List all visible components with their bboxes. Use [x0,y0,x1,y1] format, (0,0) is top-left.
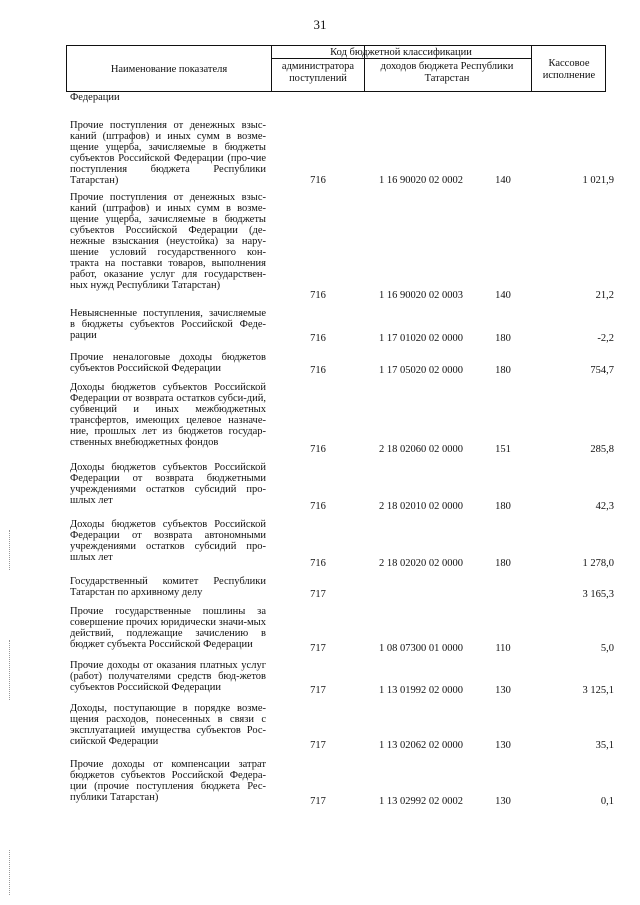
row-name: Прочие поступления от денежных взыс-каний (штрафов) и иных сумм в возме-щение ущерба, зачисляемые в бюджеты субъектов Российской Федерации (де-нежные взыскания (неустойка) за нару-шение условий государственного кон-тракта на поставки товаров, выполнения работ, оказание услуг для государствен-ных нужд Республики Татарстан) [70,192,266,291]
row-name: Прочие поступления от денежных взыс-каний (штрафов) и иных сумм в возме-щение ущерба, зачисляемые в бюджеты субъектов Российской Федерации (про-чие поступления бюджета Республики Татарстан) [70,120,266,186]
row-subtype: 140 [495,175,511,186]
row-amount: 42,3 [595,501,614,512]
row-income-code: 1 08 07300 01 0000 [379,643,463,654]
table-row [0,120,640,186]
row-admin: 716 [310,501,326,512]
header-budget-code: Код бюджетной классификации [330,47,472,58]
row-name: Доходы бюджетов субъектов Российской Федерации от возврата остатков субси-дий, субвенций и иных межбюджетных трансфертов, имеющих целевое назначе-ние, прошлых лет из бюджетов государ-ственных внебюджетных фондов [70,382,266,448]
row-admin: 717 [310,643,326,654]
header-admin: администратора поступлений [281,61,355,84]
row-income-code: 1 13 01992 02 0000 [379,685,463,696]
row-income-code: 1 13 02062 02 0000 [379,740,463,751]
row-admin: 716 [310,175,326,186]
row-admin: 716 [310,365,326,376]
row-name: Прочие неналоговые доходы бюджетов субъектов Российской Федерации [70,352,266,374]
row-subtype: 130 [495,740,511,751]
row-income-code: 1 16 90020 02 0002 [379,175,463,186]
row-name: Доходы бюджетов субъектов Российской Федерации от возврата бюджетными учреждениями остатков субсидий про-шлых лет [70,462,266,506]
table-row [0,519,640,569]
row-name: Доходы бюджетов субъектов Российской Федерации от возврата автономными учреждениями остатков субсидий про-шлых лет [70,519,266,563]
row-subtype: 180 [495,365,511,376]
row-name: Прочие доходы от оказания платных услуг (работ) получателями средств бюд-жетов субъектов Российской Федерации [70,660,266,693]
row-amount: 3 165,3 [582,589,614,600]
row-name: Прочие доходы от компенсации затрат бюджетов субъектов Российской Федера-ции (прочие поступления бюджета Рес-публики Татарстан) [70,759,266,803]
row-amount: -2,2 [597,333,614,344]
row-subtype: 110 [495,643,511,654]
row-income-code: 2 18 02010 02 0000 [379,501,463,512]
row-amount: 285,8 [590,444,614,455]
table-row [0,92,640,103]
row-admin: 717 [310,685,326,696]
table-row [0,606,640,654]
row-income-code: 1 17 05020 02 0000 [379,365,463,376]
row-amount: 21,2 [595,290,614,301]
row-subtype: 130 [495,796,511,807]
row-admin: 716 [310,290,326,301]
row-name: Доходы, поступающие в порядке возме-щения расходов, понесенных в связи с эксплуатацией имущества субъектов Рос-сийской Федерации [70,703,266,747]
binding-holes [9,530,12,570]
row-income-code: 2 18 02020 02 0000 [379,558,463,569]
header-indicator: Наименование показателя [110,64,228,75]
table-row [0,660,640,696]
table-row [0,462,640,512]
table-row [0,352,640,376]
row-subtype: 151 [495,444,511,455]
table-row [0,703,640,751]
row-amount: 35,1 [595,740,614,751]
row-amount: 0,1 [600,796,614,807]
row-subtype: 180 [495,501,511,512]
binding-holes [9,850,12,895]
row-admin: 716 [310,444,326,455]
table-header [66,45,606,92]
table-row [0,382,640,455]
row-subtype: 180 [495,333,511,344]
row-admin: 716 [310,558,326,569]
row-income-code: 1 17 01020 02 0000 [379,333,463,344]
table-row [0,308,640,344]
row-admin: 717 [310,740,326,751]
row-name: Государственный комитет Республики Татарстан по архивному делу [70,576,266,598]
row-subtype: 130 [495,685,511,696]
row-name: Федерации [70,92,120,103]
row-amount: 5,0 [600,643,614,654]
row-name: Невыясненные поступления, зачисляемые в бюджеты субъектов Российской Феде-рации [70,308,266,341]
row-amount: 3 125,1 [582,685,614,696]
row-income-code: 1 16 90020 02 0003 [379,290,463,301]
row-subtype: 140 [495,290,511,301]
row-admin: 717 [310,796,326,807]
page-number: 31 [313,17,327,32]
table-row [0,576,640,600]
row-amount: 1 021,9 [582,175,614,186]
row-subtype: 180 [495,558,511,569]
row-amount: 1 278,0 [582,558,614,569]
table-row [0,759,640,807]
table-row [0,192,640,301]
row-admin: 717 [310,589,326,600]
row-amount: 754,7 [590,365,614,376]
row-income-code: 1 13 02992 02 0002 [379,796,463,807]
row-admin: 716 [310,333,326,344]
header-cash: Кассовое исполнение [542,58,596,81]
binding-holes [9,640,12,700]
row-income-code: 2 18 02060 02 0000 [379,444,463,455]
row-name: Прочие государственные пошлины за совершение прочих юридически значи-мых действий, подлежащие зачислению в бюджет субъекта Российской Федерации [70,606,266,650]
header-income: доходов бюджета Республики Татарстан [380,61,514,84]
